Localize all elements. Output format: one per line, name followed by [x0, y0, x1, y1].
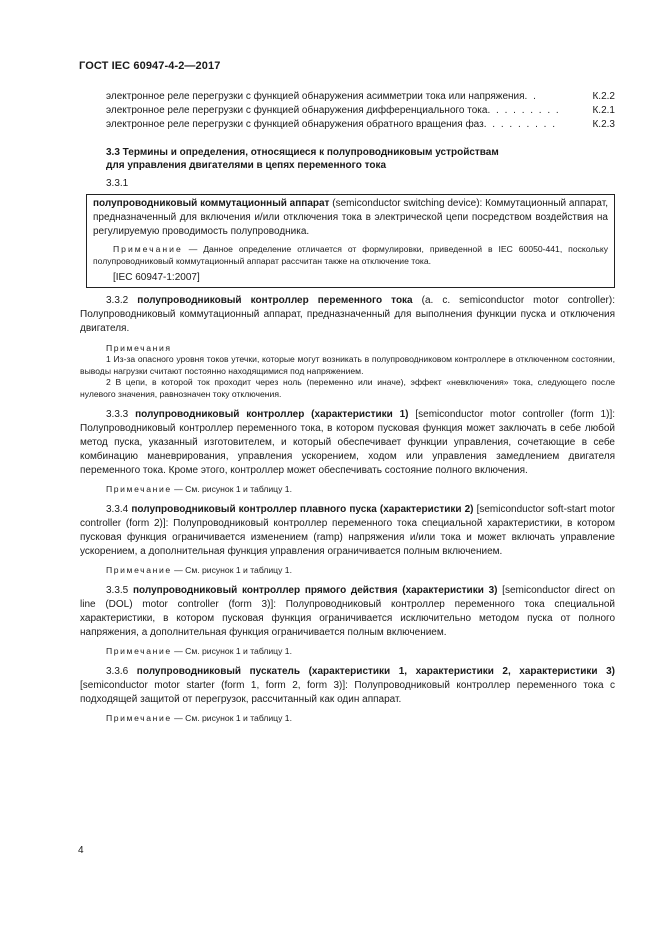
term-name: полупроводниковый контроллер (характеристики 1)	[135, 409, 409, 420]
page-number: 4	[78, 845, 84, 856]
note-text: — См. рисунок 1 и таблицу 1.	[171, 484, 292, 494]
term-number: 3.3.3	[106, 409, 129, 420]
term-note	[93, 244, 608, 267]
term-note: 2 В цепи, в которой ток проходит через ноль (переменно или иначе), эффект «невключения» тока, следующего после нулевого значения, равнозначен току отключения.	[80, 377, 615, 399]
toc-line	[106, 104, 615, 118]
term-number: 3.3.1	[106, 178, 129, 189]
term-note	[80, 483, 615, 495]
term-definition	[80, 665, 615, 707]
notes-title: Примечания	[106, 343, 172, 353]
toc-ref: К.2.3	[592, 119, 615, 130]
term-number: 3.3.4	[106, 504, 129, 515]
document-body	[80, 90, 615, 724]
term-note: 1 Из-за опасного уровня токов утечки, которые могут возникать в полупроводниковом контроллере в отключенном состоянии, выводы нагрузки считают постоянно находящимися под напряжением.	[80, 354, 615, 376]
term-source: [IEC 60947-1:2007]	[113, 272, 200, 283]
term-note	[80, 645, 615, 657]
toc-line	[106, 118, 615, 132]
note-label: Примечание	[106, 646, 172, 656]
term-def-text: (a. c. semiconductor motor controller): Полупроводниковый коммутационный аппарат, предназначенный для выполнения функции пуска и отключения двигателя.	[80, 295, 615, 334]
term-def-text: [semiconductor motor controller (form 1)]: Полупроводниковый контроллер переменного тока, в котором пусковая функция может заключать в себе любой метод пуска, указанный изготовителем, и который обеспечивает функции управления, сочетающие в себе комбинацию маневрирования, управления ускорением, ходом или управления замедлением двигателя переменного тока. Кроме этого, контроллер может обеспечивать состояние полного включения.	[80, 409, 616, 476]
term-note	[80, 712, 615, 724]
section-heading-line: 3.3 Термины и определения, относящиеся к полупроводниковым устройствам	[106, 147, 499, 158]
section-heading-line: для управления двигателями в цепях переменного тока	[106, 160, 387, 171]
note-label: Примечание	[106, 565, 172, 575]
toc-text: электронное реле перегрузки с функцией обнаружения дифференциального тока	[106, 105, 488, 116]
note-label: Примечание	[106, 713, 172, 723]
term-def-text: [semiconductor motor starter (form 1, form 2, form 3)]: Полупроводниковый контроллер переменного тока с подходящей защитой от перегрузок, рассчитанный как один аппарат.	[80, 680, 615, 705]
term-name: полупроводниковый контроллер плавного пуска (характеристики 2)	[131, 504, 474, 515]
term-def-text: [semiconductor soft-start motor controller (form 2)]: Полупроводниковый контроллер переменного тока специальной характеристики, в котором пусковая функция ограничивается изменением (ramp) напряжения и/или тока и может включать управление ускорением, а дополнительная функция управления ограничивается полным включением.	[80, 504, 615, 557]
note-text: — См. рисунок 1 и таблицу 1.	[171, 565, 292, 575]
term-name: полупроводниковый контроллер прямого действия (характеристики 3)	[132, 585, 498, 596]
term-name: полупроводниковый пускатель (характеристики 1, характеристики 2, характеристики 3)	[136, 666, 616, 677]
term-definition	[80, 294, 615, 336]
term-def-text: [semiconductor direct on line (DOL) motor controller (form 3)]: Полупроводниковый контроллер переменного тока специальной характеристики, в котором пусковая функция ограничивается исключительно методом пуска от полного напряжения, а дополнительная функция ограничивается полным включением.	[80, 585, 615, 638]
toc-dots: . . . . . . . . .	[487, 105, 561, 116]
term-definition	[80, 408, 615, 478]
toc-ref: К.2.2	[592, 91, 615, 102]
term-number: 3.3.2	[106, 295, 129, 306]
term-def-text: (semiconductor switching device): Коммутационный аппарат, предназначенный для включения и/или отключения тока в электрической цепи посредством воздействия на регулируемую проводимость полупроводника.	[93, 198, 608, 237]
note-label: Примечание	[106, 484, 172, 494]
term-number: 3.3.6	[106, 666, 129, 677]
note-text: — Данное определение отличается от формулировки, приведенной в IEC 60050-441, поскольку полупроводниковый коммутационный аппарат рассчитан также на отключение тока.	[93, 244, 608, 266]
toc-ref: К.2.1	[592, 105, 615, 116]
term-definition	[80, 503, 615, 559]
toc-text: электронное реле перегрузки с функцией обнаружения асимметрии тока или напряжения	[106, 91, 525, 102]
standard-header: ГОСТ IEC 60947-4-2—2017	[79, 60, 221, 72]
section-heading	[106, 146, 615, 172]
toc-line	[106, 90, 615, 104]
term-definition	[93, 197, 608, 239]
term-note	[80, 564, 615, 576]
term-box	[86, 194, 615, 288]
note-text: — См. рисунок 1 и таблицу 1.	[171, 713, 292, 723]
note-text: — См. рисунок 1 и таблицу 1.	[171, 646, 292, 656]
toc-text: электронное реле перегрузки с функцией обнаружения обратного вращения фаз	[106, 119, 484, 130]
toc-dots: . .	[524, 91, 538, 102]
term-name: полупроводниковый коммутационный аппарат	[93, 198, 330, 209]
note-label: Примечание	[113, 244, 183, 254]
term-number: 3.3.5	[106, 585, 129, 596]
toc-dots: . . . . . . . . .	[483, 119, 557, 130]
term-name: полупроводниковый контроллер переменного тока	[137, 295, 413, 306]
term-definition	[80, 584, 615, 640]
